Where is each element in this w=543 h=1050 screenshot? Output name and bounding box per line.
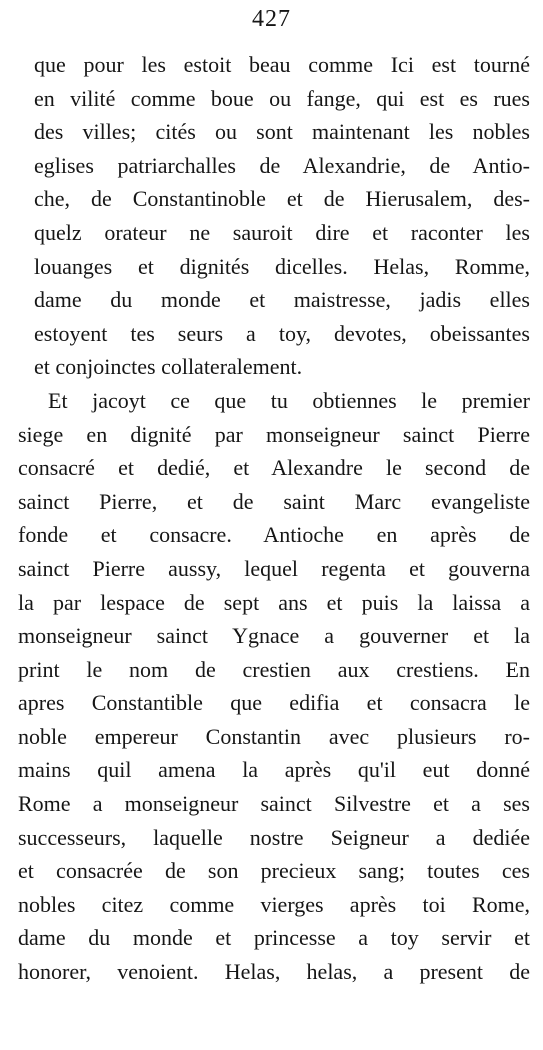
text-line: et conjoinctes collateralement. xyxy=(34,354,303,380)
text-line: fonde et consacre. Antioche en après de xyxy=(18,522,530,548)
text-line: dame du monde et maistresse, jadis elles xyxy=(34,287,530,313)
text-line: mains quil amena la après qu'il eut donné xyxy=(18,757,530,783)
text-line: nobles citez comme vierges après toi Rome, xyxy=(18,891,530,917)
text-line: louanges et dignités dicelles. Helas, Romme, xyxy=(34,253,530,279)
text-line: Et jacoyt ce que tu obtiennes le premier xyxy=(48,387,530,413)
paragraph-main xyxy=(18,384,530,989)
text-line: honorer, venoient. Helas, helas, a present de xyxy=(18,959,530,985)
paragraph-continuation xyxy=(18,48,530,384)
page-number: 427 xyxy=(252,6,291,32)
body-text xyxy=(18,48,530,989)
text-line: sainct Pierre, et de saint Marc evangeliste xyxy=(18,488,530,514)
text-line: en vilité comme boue ou fange, qui est es rues xyxy=(34,85,530,111)
text-line: monseigneur sainct Ygnace a gouverner et la xyxy=(18,623,530,649)
text-line: la par lespace de sept ans et puis la laissa a xyxy=(18,589,530,615)
text-line: eglises patriarchalles de Alexandrie, de Antio- xyxy=(34,152,530,178)
text-line: sainct Pierre aussy, lequel regenta et gouverna xyxy=(18,555,530,581)
text-line: quelz orateur ne sauroit dire et raconter les xyxy=(34,219,530,245)
text-line: noble empereur Constantin avec plusieurs ro- xyxy=(18,723,530,749)
text-line: consacré et dedié, et Alexandre le second de xyxy=(18,455,530,481)
text-line: apres Constantible que edifia et consacra le xyxy=(18,690,530,716)
text-line: estoyent tes seurs a toy, devotes, obeissantes xyxy=(34,320,530,346)
text-line: et consacrée de son precieux sang; toutes ces xyxy=(18,858,530,884)
text-line: que pour les estoit beau comme Ici est tourné xyxy=(34,52,530,77)
text-line: Rome a monseigneur sainct Silvestre et a ses xyxy=(18,791,530,817)
text-line: successeurs, laquelle nostre Seigneur a dediée xyxy=(18,824,530,850)
text-line: che, de Constantinoble et de Hierusalem, des- xyxy=(34,186,530,212)
text-line: des villes; cités ou sont maintenant les nobles xyxy=(34,119,530,145)
text-line: print le nom de crestien aux crestiens. En xyxy=(18,656,530,682)
text-line: siege en dignité par monseigneur sainct Pierre xyxy=(18,421,530,447)
text-line: dame du monde et princesse a toy servir et xyxy=(18,925,530,951)
